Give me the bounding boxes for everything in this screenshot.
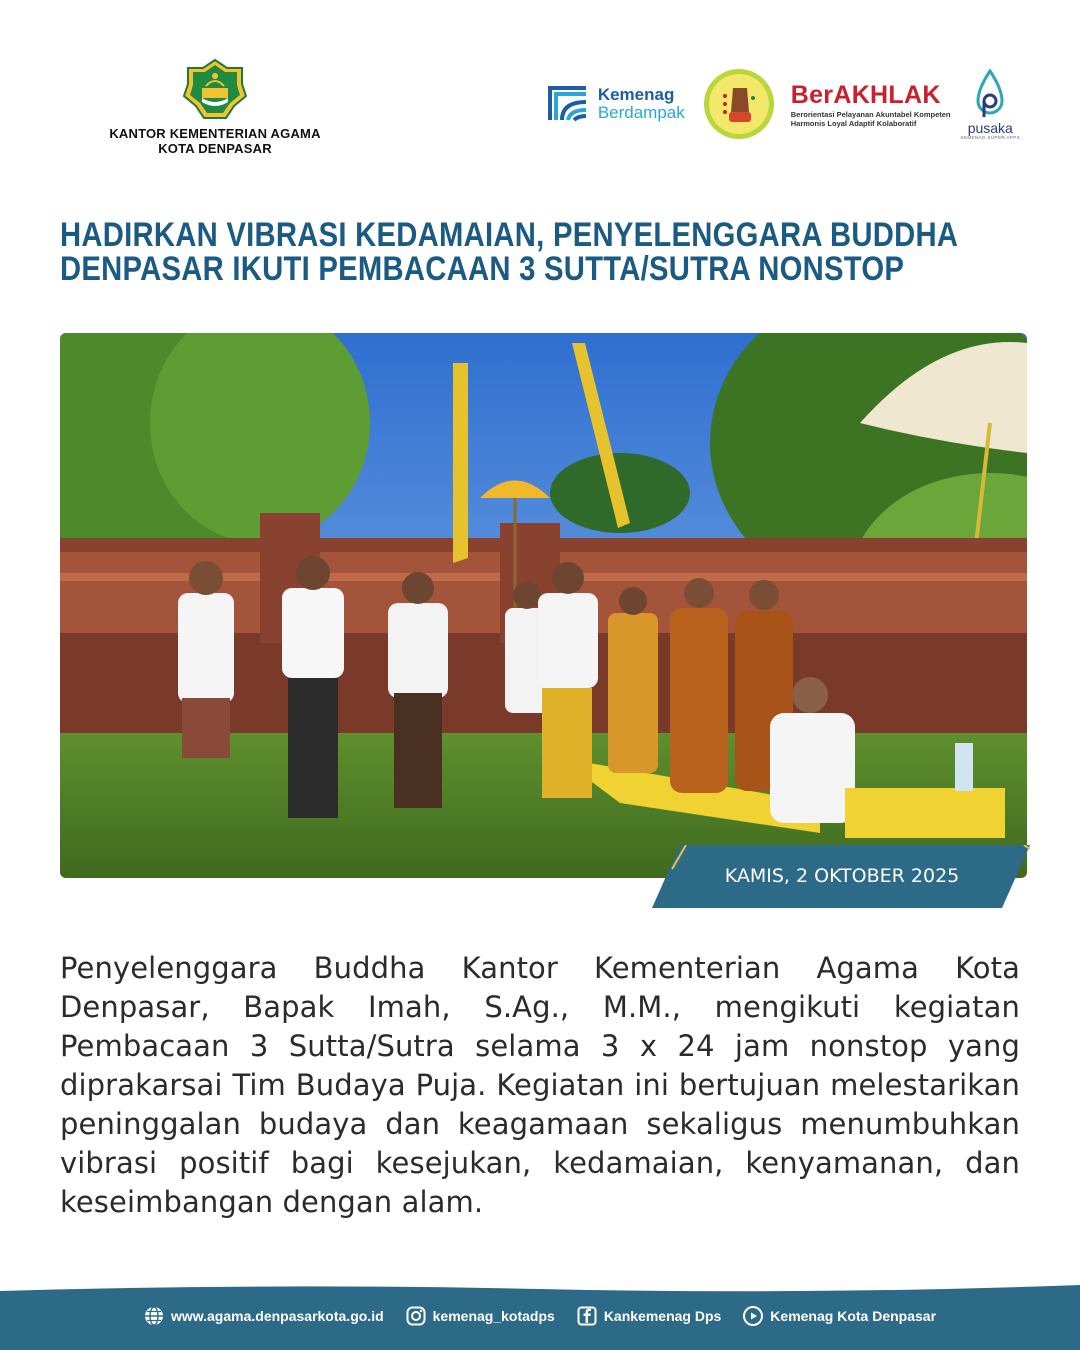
ceremony-photo xyxy=(60,333,1027,878)
footer-instagram-label: kemenag_kotadps xyxy=(432,1308,555,1324)
pusaka-word: pusaka xyxy=(967,119,1013,136)
org-header xyxy=(100,58,330,156)
page-title xyxy=(60,216,959,288)
pusaka-sub: KEMENAG SUPER APPS xyxy=(960,134,1020,140)
footer-website[interactable] xyxy=(144,1306,384,1326)
berakhlak-word: BerAKHLAK xyxy=(790,80,941,109)
footer-youtube-label: Kemenag Kota Denpasar xyxy=(770,1308,937,1324)
footer-website-label: www.agama.denpasarkota.go.id xyxy=(170,1308,384,1324)
ceremony-photo-icon xyxy=(60,333,1027,878)
org-name-line1: KANTOR KEMENTERIAN AGAMA xyxy=(109,126,321,141)
partner-logos xyxy=(546,64,1020,144)
kemenag-berdampak-logo xyxy=(546,80,685,128)
page-title-line1: HADIRKAN VIBRASI KEDAMAIAN, PENYELENGGARA BUDDHA xyxy=(60,216,959,254)
berakhlak-sub2: Harmonis Loyal Adaptif Kolaboratif xyxy=(790,118,917,128)
globe-icon xyxy=(144,1306,164,1326)
org-name-line2: KOTA DENPASAR xyxy=(158,141,272,156)
footer xyxy=(0,1283,1080,1350)
date-badge xyxy=(652,845,1030,908)
kemenag-emblem-icon xyxy=(182,58,248,120)
footer-instagram[interactable] xyxy=(406,1306,555,1326)
facebook-icon xyxy=(577,1306,597,1326)
pusaka-drop-icon xyxy=(972,69,1008,121)
kemenag-berdampak-line2: Berdampak xyxy=(597,103,685,122)
footer-facebook-label: Kankemenag Dps xyxy=(603,1308,722,1324)
article-body: Penyelenggara Buddha Kantor Kementerian Agama Kota Denpasar, Bapak Imah, S.Ag., M.M., mengikuti kegiatan Pembacaan 3 Sutta/Sutra selama 3 x 24 jam nonstop yang diprakarsai Tim Budaya Puja. Kegiatan ini bertujuan melestarikan peninggalan budaya dan keagamaan sekaligus menumbuhkan vibrasi positif bagi kesejukan, kedamaian, kenyamanan, dan keseimbangan dengan alam. xyxy=(60,951,1020,1219)
berakhlak-sub1: Berorientasi Pelayanan Akuntabel Kompeten xyxy=(790,109,951,119)
pusaka-logo xyxy=(961,69,1020,140)
footer-youtube[interactable] xyxy=(743,1306,936,1326)
kemenag-berdampak-line1: Kemenag xyxy=(597,85,675,104)
post-date: KAMIS, 2 OKTOBER 2025 xyxy=(724,865,960,887)
page-title-line2: DENPASAR IKUTI PEMBACAAN 3 SUTTA/SUTRA NONSTOP xyxy=(60,250,905,288)
instagram-icon xyxy=(406,1306,426,1326)
footer-facebook[interactable] xyxy=(577,1306,721,1326)
youtube-icon xyxy=(743,1306,763,1326)
berakhlak-logo xyxy=(791,81,951,128)
round-campaign-badge-icon xyxy=(703,68,775,140)
kemenag-berdampak-icon xyxy=(546,80,594,128)
